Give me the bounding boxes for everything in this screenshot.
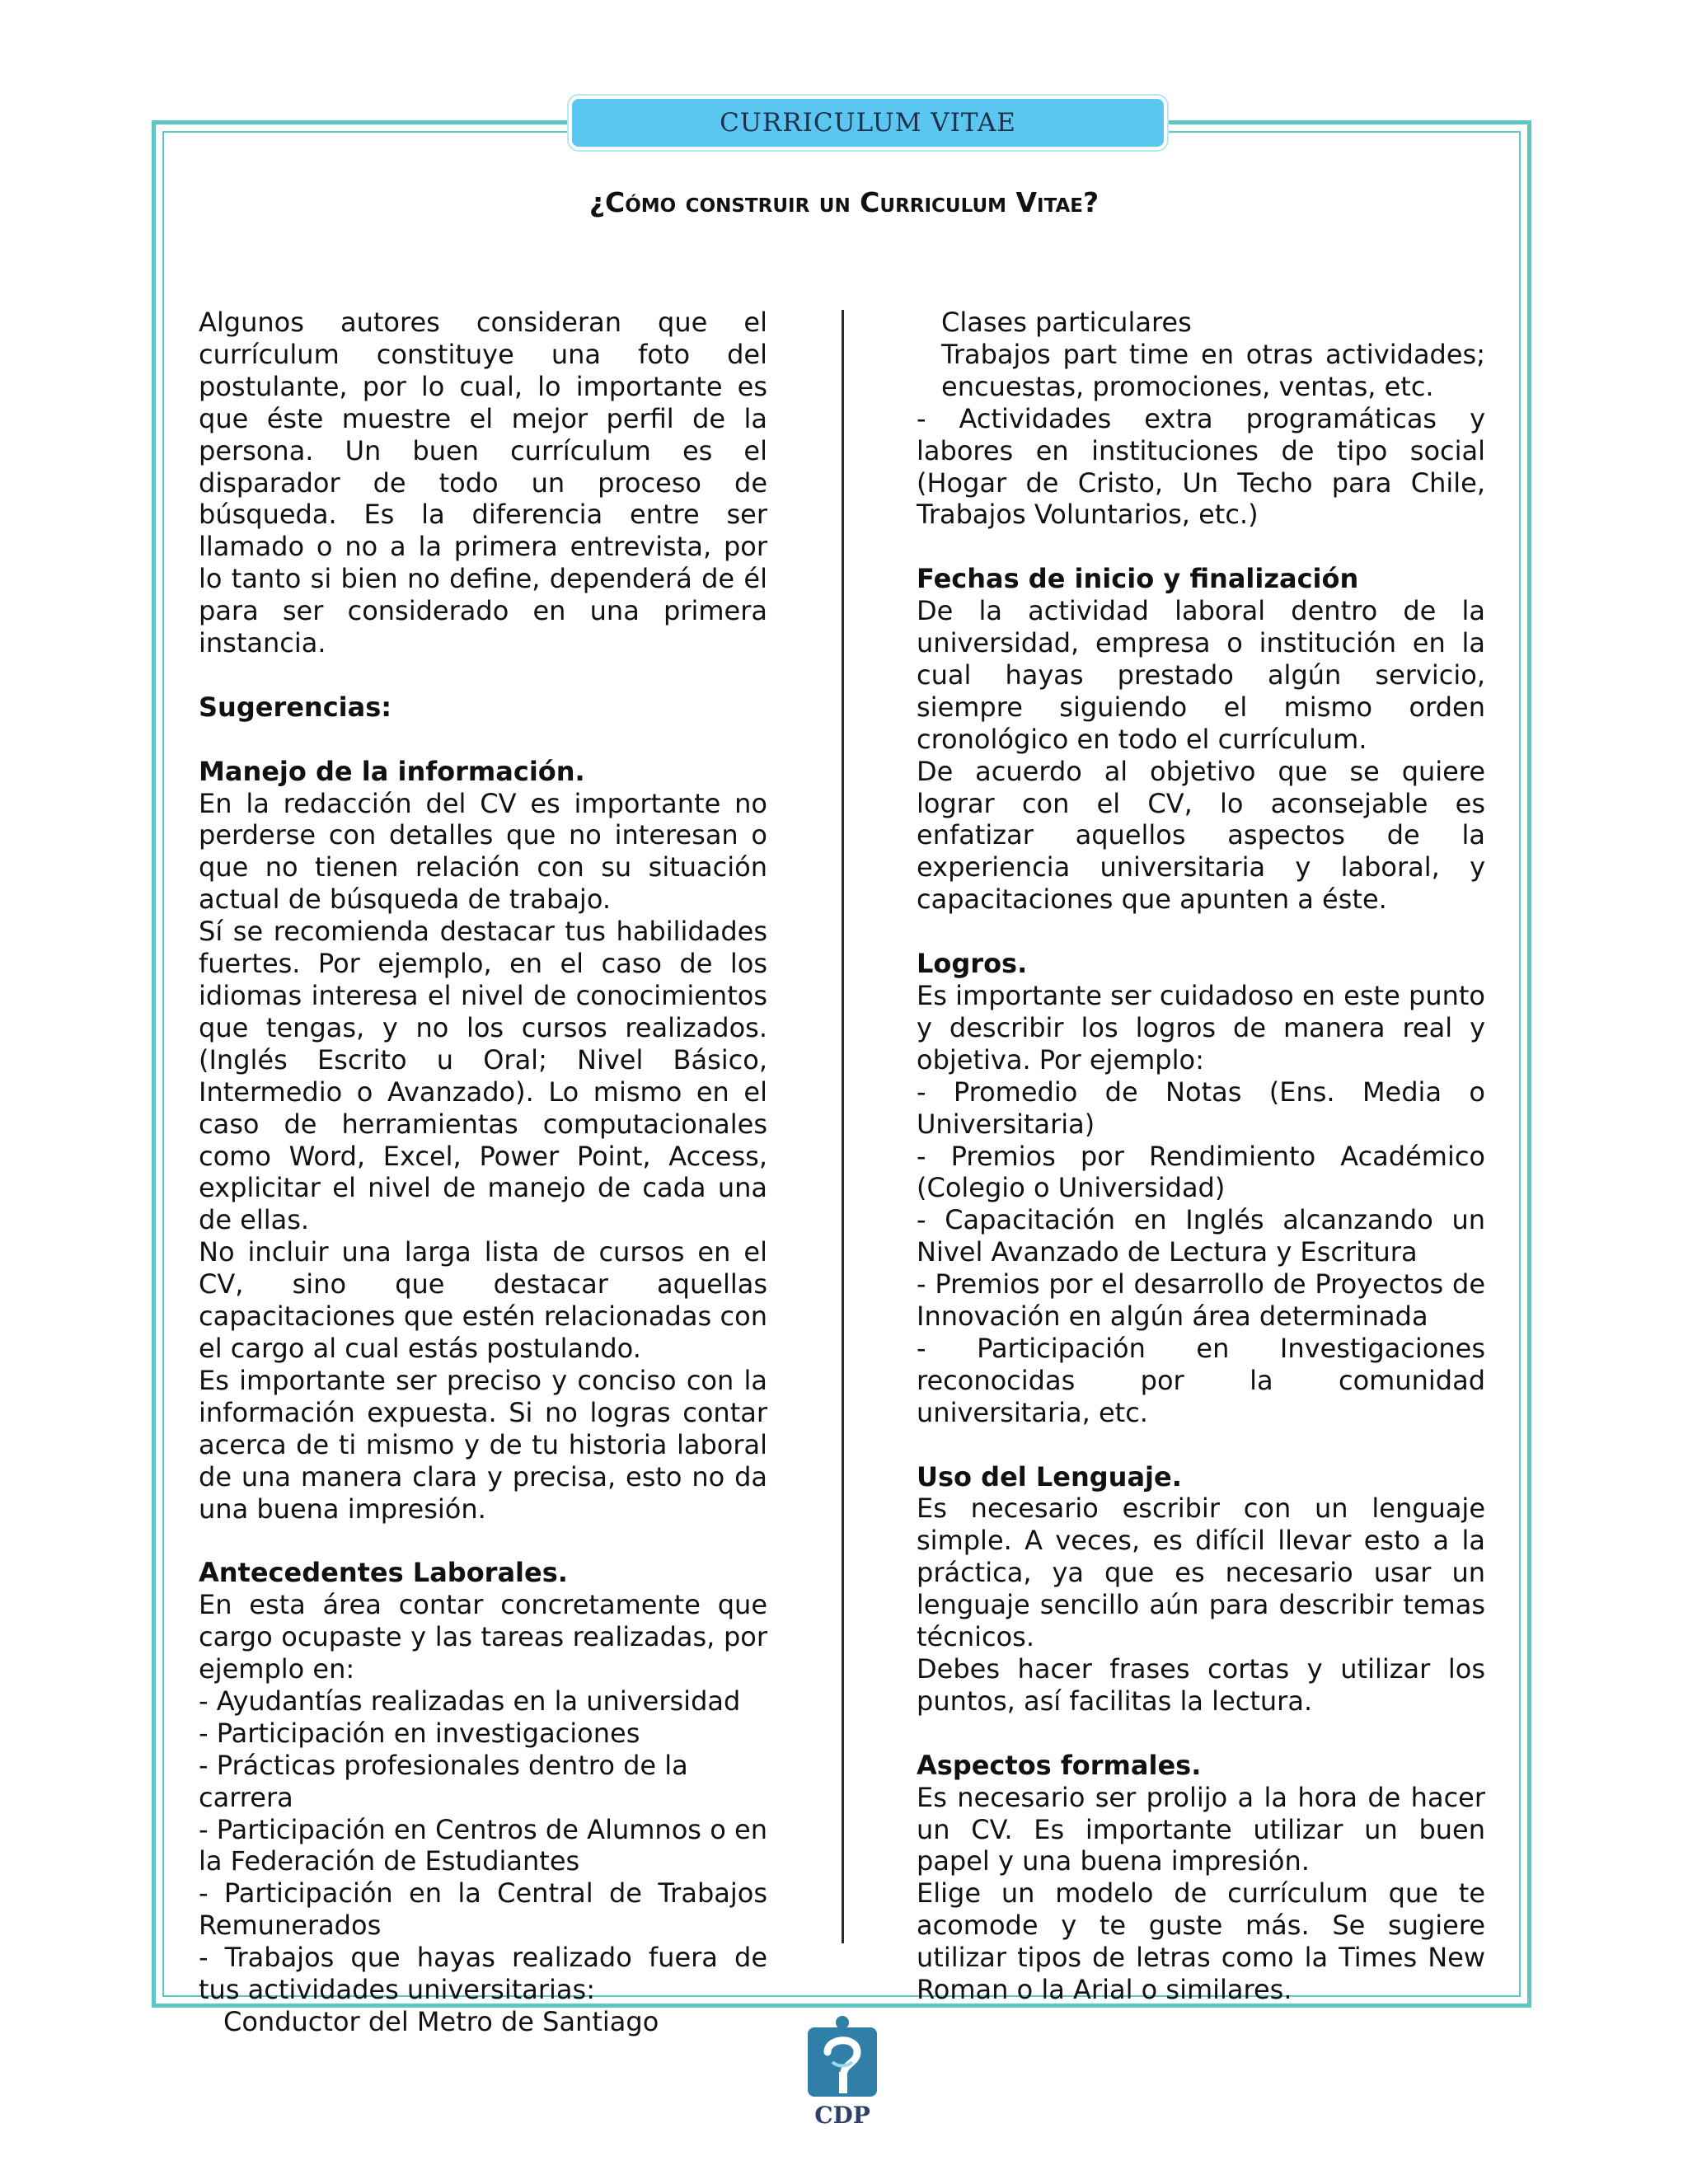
right-section-heading: Uso del Lenguaje. [917, 1460, 1182, 1493]
right-spacer [917, 1718, 1485, 1750]
right-section-heading: Fechas de inicio y finalización [917, 563, 1359, 595]
left-section-heading: Antecedentes Laborales. [199, 1557, 568, 1589]
right-paragraph: De la actividad laboral dentro de la universidad, empresa o institución en la cual hayas prestado algún servicio, siempre siguiendo el mismo orden cronológico en todo el currículum. [917, 595, 1485, 755]
left-section-heading: Manejo de la información. [199, 755, 585, 787]
left-spacer [199, 1525, 767, 1557]
left-paragraph: Sí se recomienda destacar tus habilidades fuertes. Por ejemplo, en el caso de los idiomas interesa el nivel de conocimientos que tengas, y no los cursos realizados. (Inglés Escrito u Oral; Nivel Básico, Intermedio o Avanzado). Lo mismo en el caso de herramientas computacionales como Word, Excel, Power Point, Access, explicitar el nivel de manejo de cada una de ellas. [199, 916, 767, 1236]
left-paragraph: Es importante ser preciso y conciso con la información expuesta. Si no logras contar acerca de ti mismo y de tu historia laboral de una manera clara y precisa, esto no da una buena impresión. [199, 1364, 767, 1525]
left-paragraph: - Participación en la Central de Trabajos Remunerados [199, 1877, 767, 1942]
right-column [917, 307, 1485, 2006]
right-paragraph: - Premios por Rendimiento Académico (Colegio o Universidad) [917, 1140, 1485, 1204]
header-tab-label: CURRICULUM VITAE [720, 108, 1016, 138]
left-paragraph: En esta área contar concretamente que cargo ocupaste y las tareas realizadas, por ejemplo en: [199, 1589, 767, 1685]
document-title: ¿Cómo construir un Curriculum Vitae? [588, 186, 1100, 218]
left-list-line: - Ayudantías realizadas en la universidad [199, 1685, 741, 1717]
right-indented-line: Clases particulares [941, 307, 1192, 338]
right-paragraph: De acuerdo al objetivo que se quiere lograr con el CV, lo aconsejable es enfatizar aquellos aspectos de la experiencia universitaria y laboral, y capacitaciones que apunten a éste. [917, 755, 1485, 916]
cdp-logo-icon [804, 2014, 880, 2111]
right-spacer [917, 1429, 1485, 1461]
right-paragraph: - Promedio de Notas (Ens. Media o Universitaria) [917, 1076, 1485, 1140]
right-spacer [917, 916, 1485, 948]
left-list-line: - Participación en investigaciones [199, 1717, 640, 1749]
left-paragraph: - Participación en Centros de Alumnos o en la Federación de Estudiantes [199, 1813, 767, 1877]
left-section-heading: Sugerencias: [199, 691, 392, 723]
left-paragraph: Algunos autores consideran que el currículum constituye una foto del postulante, por lo cual, lo importante es que éste muestre el mejor perfil de la persona. Un buen currículum es el disparador de todo un proceso de búsqueda. Es la diferencia entre ser llamado o no a la primera entrevista, por lo tanto si bien no define, dependerá de él para ser considerado en una primera instancia. [199, 307, 767, 659]
right-paragraph: Debes hacer frases cortas y utilizar los puntos, así facilitas la lectura. [917, 1653, 1485, 1717]
right-paragraph: - Capacitación en Inglés alcanzando un Nivel Avanzado de Lectura y Escritura [917, 1204, 1485, 1268]
right-paragraph: Elige un modelo de currículum que te acomode y te guste más. Se sugiere utilizar tipos de letras como la Times New Roman o la Arial o similares. [917, 1877, 1485, 2006]
right-paragraph: Es necesario escribir con un lenguaje simple. A veces, es difícil llevar esto a la práctica, ya que es necesario usar un lenguaje sencillo aún para describir temas técnicos. [917, 1493, 1485, 1653]
left-paragraph: No incluir una larga lista de cursos en el CV, sino que destacar aquellas capacitaciones que estén relacionadas con el cargo al cual estás postulando. [199, 1236, 767, 1364]
right-paragraph: Es importante ser cuidadoso en este punto y describir los logros de manera real y objetiva. Por ejemplo: [917, 980, 1485, 1076]
cdp-logo-text: CDP [814, 2102, 870, 2129]
left-column [199, 307, 767, 2038]
left-paragraph: - Trabajos que hayas realizado fuera de tus actividades universitarias: [199, 1942, 767, 2006]
left-list-line: - Prácticas profesionales dentro de la carrera [199, 1749, 688, 1813]
header-tab [572, 99, 1164, 147]
right-paragraph: - Participación en Investigaciones reconocidas por la comunidad universitaria, etc. [917, 1332, 1485, 1428]
right-indented-line: Trabajos part time en otras actividades; encuestas, promociones, ventas, etc. [941, 338, 1485, 402]
right-paragraph: - Premios por el desarrollo de Proyectos de Innovación en algún área determinada [917, 1268, 1485, 1333]
right-paragraph: Es necesario ser prolijo a la hora de hacer un CV. Es importante utilizar un buen papel y una buena impresión. [917, 1781, 1485, 1877]
right-paragraph: - Actividades extra programáticas y labores en instituciones de tipo social (Hogar de Cristo, Un Techo para Chile, Trabajos Voluntarios, etc.) [917, 402, 1485, 531]
right-spacer [917, 531, 1485, 563]
right-section-heading: Logros. [917, 948, 1028, 980]
left-indented-line: Conductor del Metro de Santiago [223, 2005, 659, 2037]
column-divider [842, 310, 844, 1943]
left-spacer [199, 724, 767, 756]
right-section-heading: Aspectos formales. [917, 1749, 1202, 1781]
left-spacer [199, 659, 767, 691]
left-paragraph: En la redacción del CV es importante no perderse con detalles que no interesan o que no tienen relación con su situación actual de búsqueda de trabajo. [199, 787, 767, 916]
